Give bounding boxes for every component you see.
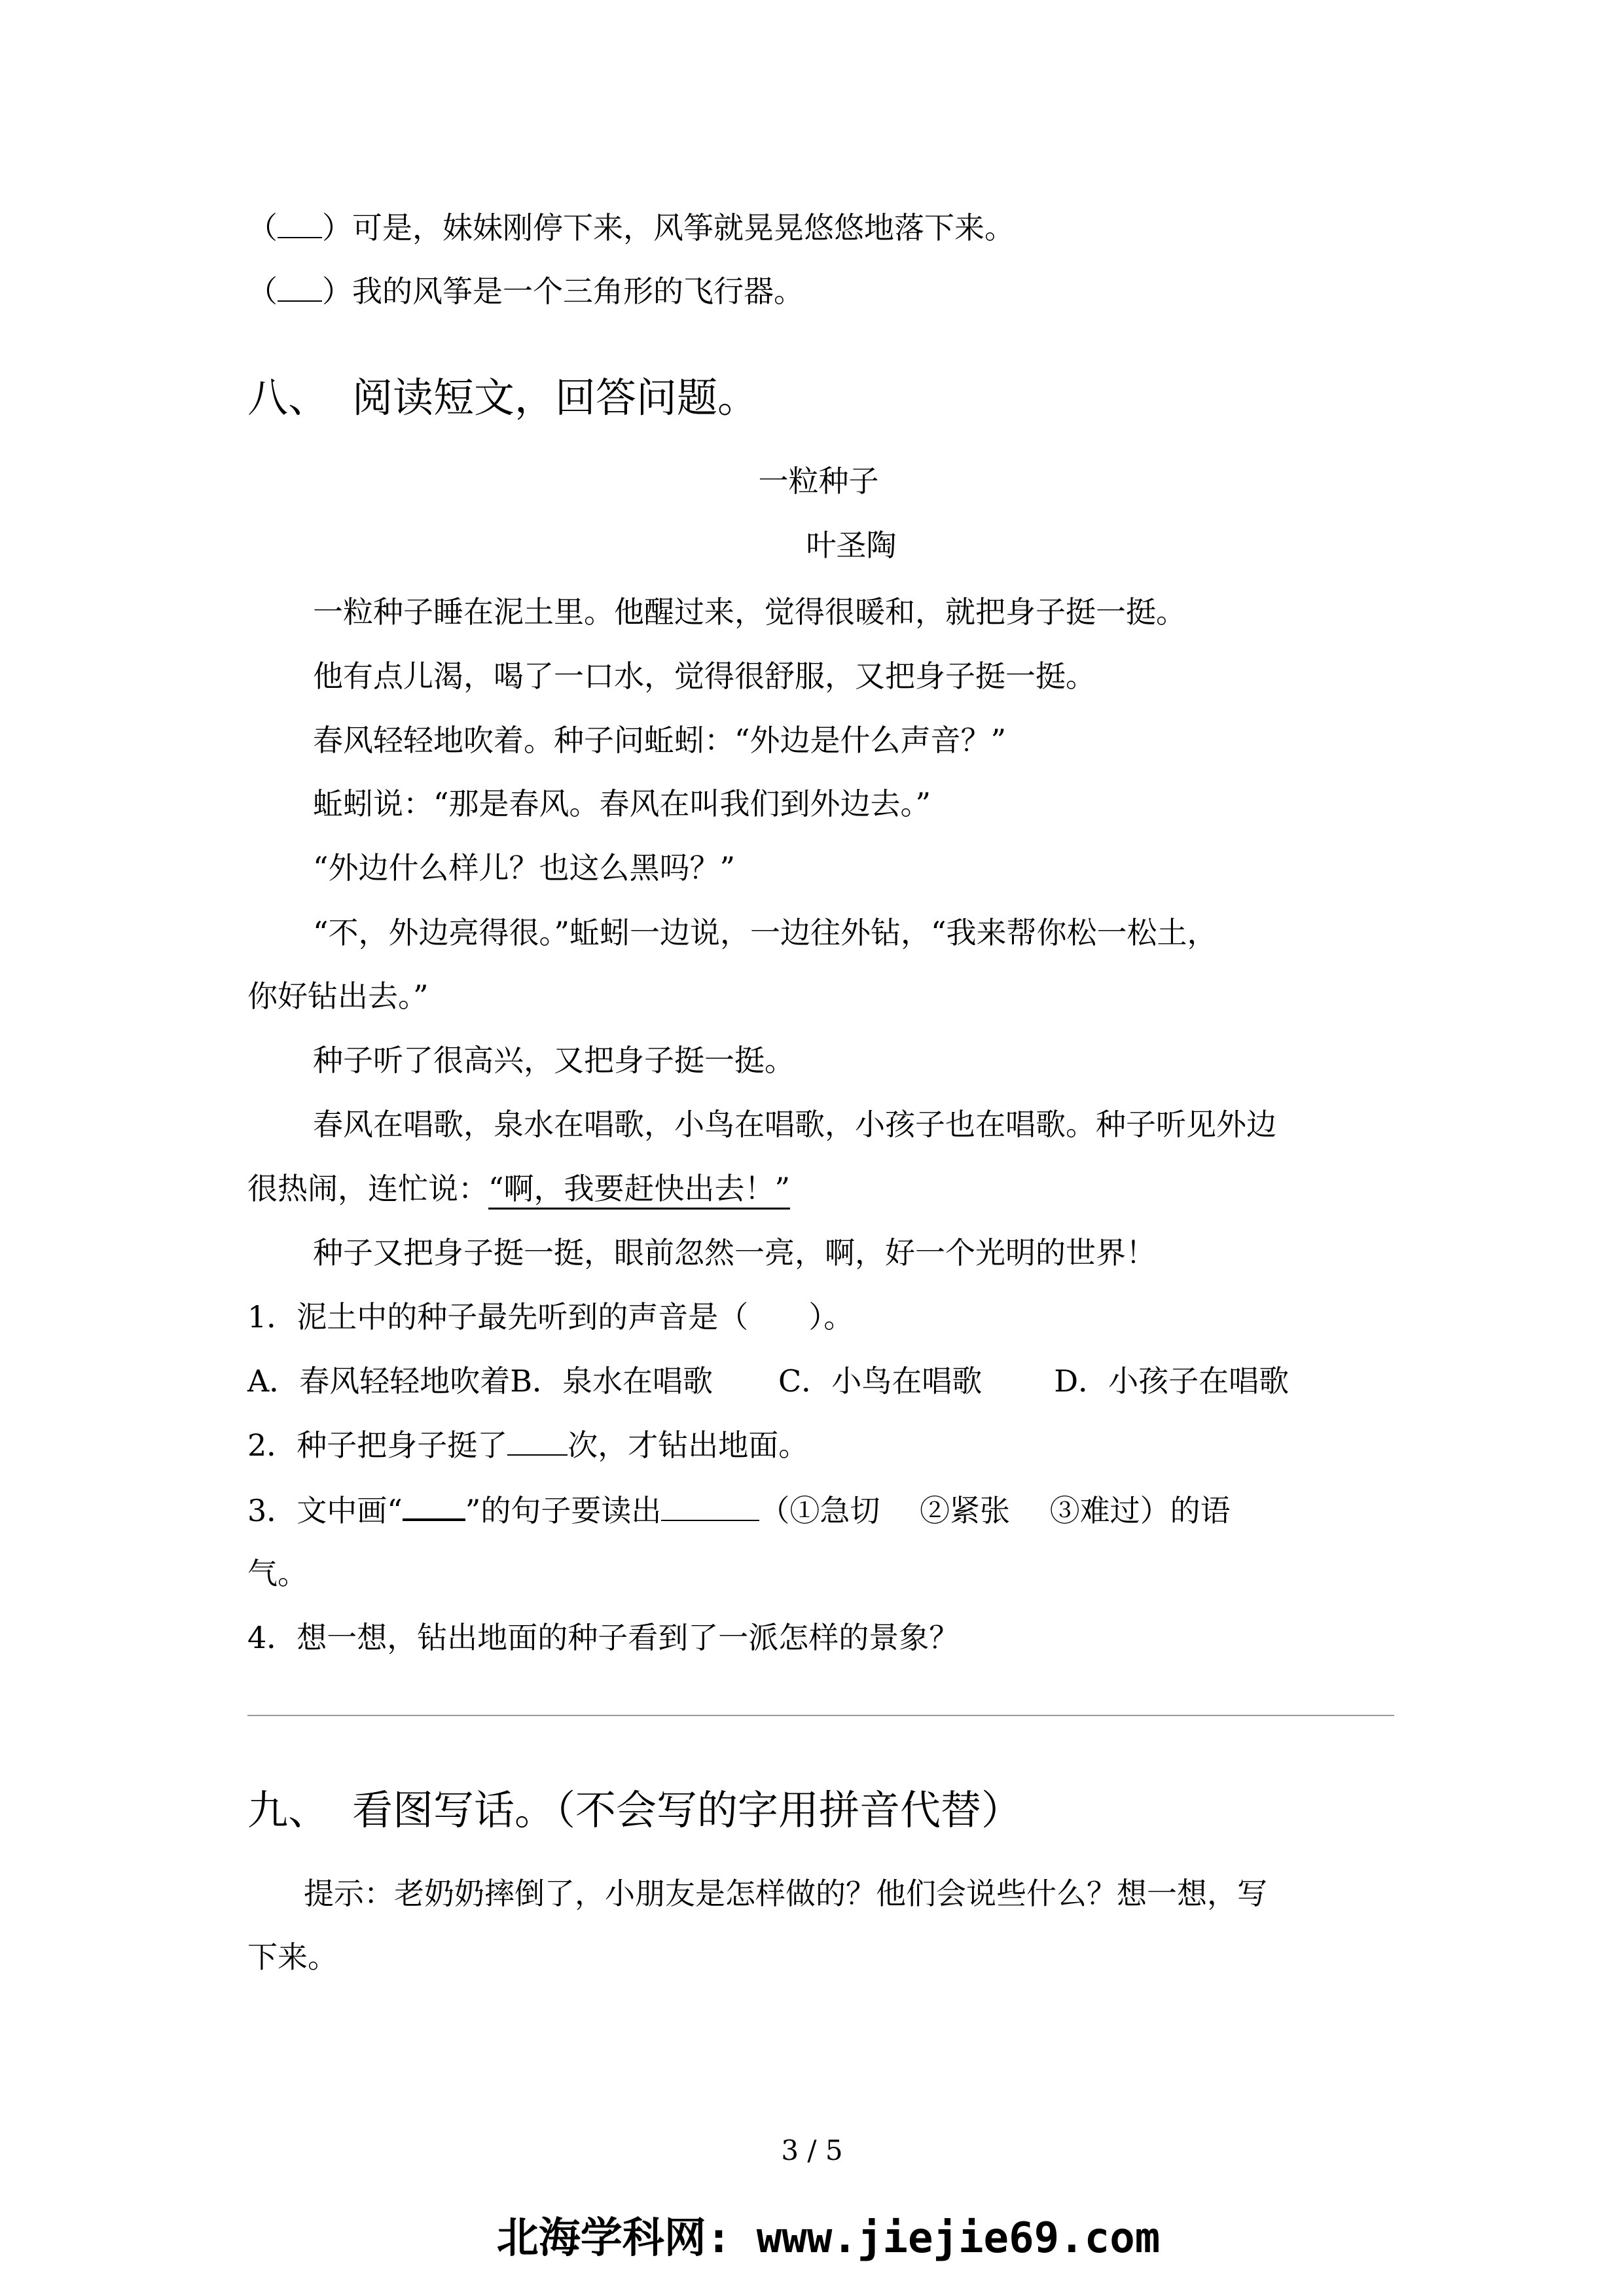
blank-1[interactable] xyxy=(278,208,322,238)
section-9-heading xyxy=(247,1784,1022,1837)
paragraph-9: 种子又把身子挺一挺，眼前忽然一亮，啊，好一个光明的世界！ xyxy=(313,1235,1156,1270)
watermark: 北海学科网: www.jiejie69.com xyxy=(496,2214,1161,2263)
fill-in-line-2 xyxy=(247,272,804,311)
section-8-title: 阅读短文，回答问题。 xyxy=(352,374,759,422)
paragraph-8-text: 很热闹，连忙说： xyxy=(247,1171,488,1206)
underline-sample xyxy=(403,1490,465,1521)
section-8-number: 八、 xyxy=(247,374,329,422)
story-title: 一粒种子 xyxy=(758,463,879,499)
question-3-text-mid: ”的句子要读出 xyxy=(465,1493,662,1528)
page-number: 3 / 5 xyxy=(781,2134,843,2166)
option-a[interactable]: A．春风轻轻地吹着 xyxy=(247,1363,511,1399)
question-3-choices: （①急切 ②紧张 ③难过）的语 xyxy=(759,1493,1231,1528)
close-paren: ） xyxy=(322,210,352,245)
paragraph-8-line-2 xyxy=(247,1169,790,1208)
paragraph-8-line-1: 春风在唱歌，泉水在唱歌，小鸟在唱歌，小孩子也在唱歌。种子听见外边 xyxy=(313,1107,1276,1142)
question-3-blank[interactable] xyxy=(661,1491,759,1521)
paragraph-2: 他有点儿渴，喝了一口水，觉得很舒服，又把身子挺一挺。 xyxy=(313,658,1096,694)
paragraph-5: “外边什么样儿？也这么黑吗？” xyxy=(313,850,736,886)
paragraph-3: 春风轻轻地吹着。种子问蚯蚓：“外边是什么声音？” xyxy=(313,723,1007,758)
question-3-text: 3．文中画“ xyxy=(247,1493,403,1528)
section-9-number: 九、 xyxy=(247,1786,329,1834)
option-b[interactable]: B．泉水在唱歌 xyxy=(510,1363,713,1399)
paragraph-1: 一粒种子睡在泥土里。他醒过来，觉得很暖和，就把身子挺一挺。 xyxy=(313,594,1186,630)
question-2 xyxy=(247,1426,808,1465)
option-d[interactable]: D．小孩子在唱歌 xyxy=(1054,1363,1290,1399)
fill-in-line-1 xyxy=(247,208,1015,247)
question-3 xyxy=(247,1490,1231,1530)
open-paren: （ xyxy=(247,210,278,245)
story-author: 叶圣陶 xyxy=(806,528,897,563)
section-9-hint-line-1: 提示：老奶奶摔倒了，小朋友是怎样做的？他们会说些什么？想一想，写 xyxy=(304,1876,1267,1911)
question-2-text-end: 次，才钻出地面。 xyxy=(568,1427,809,1463)
option-c[interactable]: C．小鸟在唱歌 xyxy=(778,1363,983,1399)
question-2-text: 2．种子把身子挺了 xyxy=(247,1427,508,1463)
fill-in-text-2: 我的风筝是一个三角形的飞行器。 xyxy=(352,274,804,309)
paragraph-7: 种子听了很高兴，又把身子挺一挺。 xyxy=(313,1043,795,1078)
question-1: 1．泥土中的种子最先听到的声音是（ ）。 xyxy=(247,1299,854,1335)
section-9-hint-line-2: 下来。 xyxy=(247,1939,338,1975)
paragraph-4: 蚯蚓说：“那是春风。春风在叫我们到外边去。” xyxy=(313,786,931,821)
question-2-blank[interactable] xyxy=(507,1426,568,1456)
question-4: 4．想一想，钻出地面的种子看到了一派怎样的景象？ xyxy=(247,1620,960,1655)
question-1-options xyxy=(247,1361,1289,1401)
underlined-sentence: “啊，我要赶快出去！” xyxy=(488,1171,790,1210)
close-paren: ） xyxy=(322,274,352,309)
section-8-heading xyxy=(247,372,758,424)
question-3-continued: 气。 xyxy=(247,1556,308,1591)
fill-in-text-1: 可是，妹妹刚停下来，风筝就晃晃悠悠地落下来。 xyxy=(352,210,1015,245)
section-9-title: 看图写话。（不会写的字用拼音代替） xyxy=(352,1786,1022,1834)
blank-2[interactable] xyxy=(278,272,322,302)
paragraph-6-line-1: “不，外边亮得很。”蚯蚓一边说，一边往外钻，“我来帮你松一松土， xyxy=(313,915,1218,950)
answer-line[interactable] xyxy=(247,1715,1394,1716)
open-paren: （ xyxy=(247,274,278,309)
paragraph-6-line-2: 你好钻出去。” xyxy=(247,978,429,1014)
